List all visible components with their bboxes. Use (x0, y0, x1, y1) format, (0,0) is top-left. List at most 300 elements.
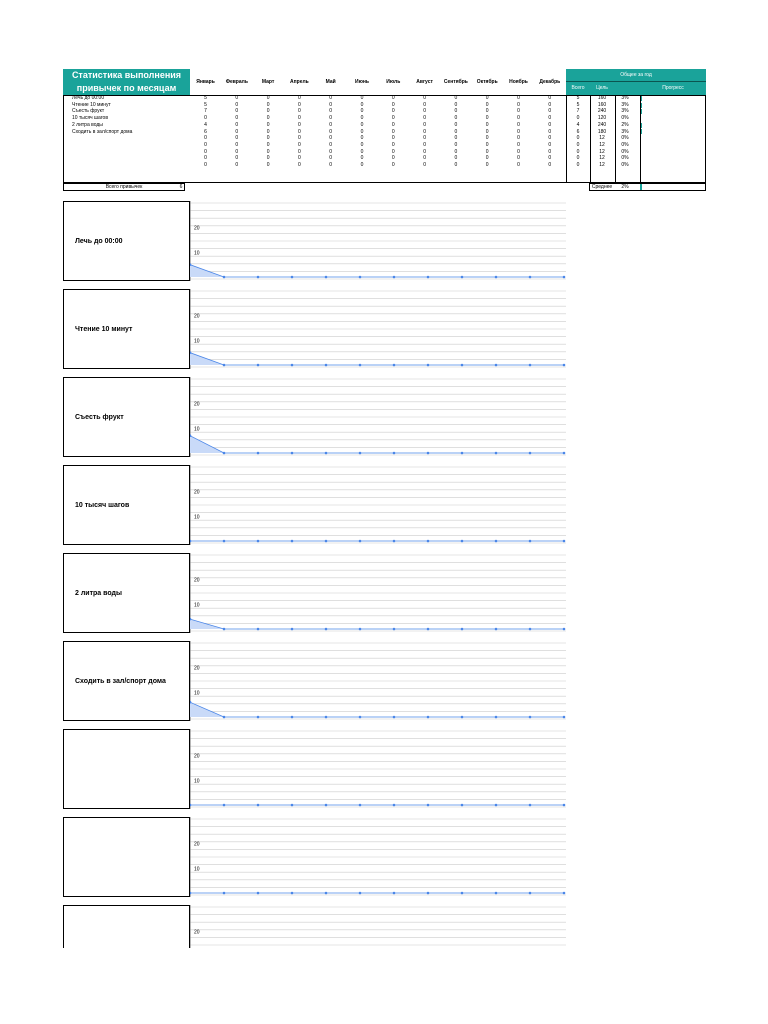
month-value-cell: 0 (391, 108, 395, 115)
month-header: Август (416, 79, 433, 85)
month-value-cell: 0 (298, 115, 301, 122)
chart-point (529, 540, 532, 543)
chart-point (563, 628, 566, 631)
month-value-cell: 0 (548, 148, 552, 155)
month-value-cell: 0 (548, 128, 552, 135)
month-value-cell: 0 (360, 141, 364, 148)
month-value-cell: 0 (204, 162, 207, 168)
month-value-cell: 0 (204, 155, 207, 162)
chart-y-tick-label: 10 (194, 866, 200, 873)
chart-point (359, 628, 362, 631)
month-value-cell: 5 (204, 101, 207, 108)
month-value-cell: 0 (329, 135, 333, 142)
chart-point (461, 276, 464, 279)
chart-point (257, 804, 260, 807)
month-value-cell: 0 (204, 148, 207, 155)
chart-point (291, 628, 294, 631)
month-value-cell: 0 (266, 101, 270, 108)
chart-point (529, 452, 532, 455)
month-value-cell: 0 (485, 115, 489, 122)
chart-point (495, 716, 498, 719)
month-value-cell: 0 (548, 108, 552, 115)
year-goal-cell: 12 (599, 162, 605, 168)
year-goal-cell: 160 (597, 95, 607, 101)
chart-point (291, 804, 294, 807)
month-value-cell: 0 (485, 148, 489, 155)
month-value-cell: 0 (454, 101, 458, 108)
month-value-cell: 0 (235, 115, 239, 122)
month-value-cell: 0 (548, 135, 552, 142)
month-header: Октябрь (476, 79, 498, 85)
year-total-cell: 0 (576, 155, 580, 162)
chart-point (563, 540, 566, 543)
month-value-cell: 0 (204, 141, 207, 148)
chart-point (461, 628, 464, 631)
chart-point (359, 804, 362, 807)
month-value-cell: 0 (360, 162, 364, 168)
year-total-cell: 6 (576, 128, 580, 135)
month-value-cell: 0 (298, 101, 301, 108)
month-value-cell: 7 (204, 108, 207, 115)
chart-point (325, 892, 328, 895)
chart-point (223, 804, 226, 807)
month-header: Июль (386, 79, 401, 85)
chart-point (223, 276, 226, 279)
year-total-cell: 0 (576, 115, 580, 122)
month-header: Ноябрь (509, 79, 528, 85)
habit-chart (190, 817, 566, 897)
year-total-cell: 0 (576, 148, 580, 155)
month-value-cell: 0 (235, 121, 239, 128)
month-value-cell: 0 (360, 135, 364, 142)
month-value-cell: 0 (266, 108, 270, 115)
total-habits-label-text: Всего привычек (105, 184, 143, 190)
month-value-cell: 0 (360, 148, 364, 155)
chart-title-box (63, 289, 190, 369)
chart-title: Съесть фрукт (75, 414, 124, 421)
month-value-cell: 0 (360, 101, 364, 108)
month-value-cell: 0 (454, 128, 458, 135)
chart-point (359, 364, 362, 367)
month-value-cell: 0 (391, 148, 395, 155)
chart-point (223, 364, 226, 367)
chart-point (291, 540, 294, 543)
chart-point (495, 364, 498, 367)
chart-point (291, 364, 294, 367)
month-value-cell: 0 (454, 121, 458, 128)
chart-point (427, 276, 430, 279)
month-value-cell: 0 (485, 128, 489, 135)
chart-title-box (63, 201, 190, 281)
habit-name: Лечь до 00:00 (72, 95, 105, 101)
chart-point (257, 892, 260, 895)
month-value-cell: 0 (485, 95, 489, 101)
month-header: Сентябрь (443, 79, 468, 85)
total-habits-label (63, 183, 185, 191)
month-value-cell: 0 (548, 101, 552, 108)
chart-point (325, 804, 328, 807)
month-value-cell: 0 (423, 121, 426, 128)
month-value-cell: 0 (517, 108, 520, 115)
month-value-cell: 0 (485, 108, 489, 115)
month-value-cell: 0 (548, 155, 552, 162)
chart-point (359, 540, 362, 543)
month-value-cell: 0 (298, 155, 301, 162)
month-value-cell: 0 (391, 155, 395, 162)
chart-point (257, 540, 260, 543)
month-value-cell: 0 (298, 148, 301, 155)
month-value-cell: 0 (235, 128, 239, 135)
chart-y-tick-label: 10 (194, 338, 200, 345)
habit-chart (190, 201, 566, 281)
chart-y-tick-label: 10 (194, 602, 200, 609)
month-value-cell: 5 (204, 95, 207, 101)
month-header: Май (325, 79, 336, 85)
month-value-cell: 0 (423, 108, 426, 115)
month-value-cell: 0 (266, 148, 270, 155)
chart-point (461, 804, 464, 807)
month-value-cell: 0 (391, 128, 395, 135)
chart-point (223, 892, 226, 895)
month-value-cell: 0 (423, 115, 426, 122)
month-value-cell: 0 (204, 115, 207, 122)
month-value-cell: 0 (266, 135, 270, 142)
chart-title-box (63, 729, 190, 809)
year-pct-cell: 0% (621, 155, 629, 162)
chart-title-box (63, 553, 190, 633)
month-value-cell: 0 (454, 135, 458, 142)
month-value-cell: 0 (329, 101, 333, 108)
chart-point (393, 804, 396, 807)
chart-point (495, 628, 498, 631)
month-value-cell: 0 (517, 115, 520, 122)
month-value-cell: 0 (423, 155, 426, 162)
habit-chart-svg (190, 817, 566, 897)
chart-point (563, 716, 566, 719)
sheet-title-line-2: привычек по месяцам (76, 83, 177, 93)
chart-y-tick-label: 20 (194, 753, 200, 760)
chart-area-fill (190, 265, 564, 277)
year-goal-cell: 12 (599, 148, 605, 155)
habit-chart-svg (190, 289, 566, 369)
month-value-cell: 0 (235, 108, 239, 115)
chart-point (291, 716, 294, 719)
chart-point (461, 540, 464, 543)
chart-point (393, 540, 396, 543)
year-total-cell: 0 (576, 135, 580, 142)
month-value-cell: 0 (235, 155, 239, 162)
month-value-cell: 0 (329, 162, 333, 168)
chart-point (427, 892, 430, 895)
column-divider (640, 95, 641, 183)
month-value-cell: 0 (360, 128, 364, 135)
month-value-cell: 0 (391, 115, 395, 122)
chart-title: 10 тысяч шагов (75, 502, 130, 509)
chart-point (495, 540, 498, 543)
chart-title-box (63, 905, 190, 948)
chart-point (393, 364, 396, 367)
month-value-cell: 0 (266, 162, 270, 168)
month-value-cell: 0 (517, 148, 520, 155)
chart-series-line (190, 353, 564, 365)
chart-point (427, 540, 430, 543)
month-value-cell: 0 (391, 95, 395, 101)
month-value-cell: 0 (391, 135, 395, 142)
month-value-cell: 0 (454, 108, 458, 115)
chart-title-box (63, 641, 190, 721)
chart-series-line (190, 436, 564, 453)
year-pct-cell: 2% (621, 121, 629, 128)
month-value-cell: 0 (360, 115, 364, 122)
chart-point (257, 452, 260, 455)
month-value-cell: 0 (266, 128, 270, 135)
month-value-cell: 0 (266, 141, 270, 148)
month-value-cell: 0 (454, 95, 458, 101)
habit-chart-svg (190, 465, 566, 545)
month-value-cell: 0 (298, 128, 301, 135)
habit-chart (190, 641, 566, 721)
chart-point (563, 276, 566, 279)
month-value-cell: 0 (423, 162, 426, 168)
chart-y-tick-label: 20 (194, 401, 200, 408)
habit-name: Сходить в зал/спорт дома (72, 128, 133, 135)
year-pct-cell: 0% (621, 135, 629, 142)
month-value-cell: 0 (298, 162, 301, 168)
habit-chart (190, 377, 566, 457)
chart-point (563, 804, 566, 807)
chart-point (495, 892, 498, 895)
month-value-cell: 0 (235, 135, 239, 142)
month-value-cell: 0 (454, 162, 458, 168)
month-value-cell: 0 (329, 115, 333, 122)
chart-point (529, 628, 532, 631)
sheet-title-line-1: Статистика выполнения (71, 70, 182, 80)
month-value-cell: 0 (391, 101, 395, 108)
chart-series-line (190, 619, 564, 629)
month-value-cell: 0 (329, 148, 333, 155)
chart-point (529, 716, 532, 719)
month-value-cell: 0 (423, 148, 426, 155)
chart-point (359, 892, 362, 895)
chart-y-tick-label: 20 (194, 665, 200, 672)
month-value-cell: 0 (266, 121, 270, 128)
month-value-cell: 0 (423, 141, 426, 148)
month-value-cell: 0 (517, 162, 520, 168)
chart-point (427, 716, 430, 719)
chart-point (325, 716, 328, 719)
chart-point (223, 628, 226, 631)
month-value-cell: 0 (235, 148, 239, 155)
chart-point (359, 716, 362, 719)
chart-point (359, 452, 362, 455)
chart-point (291, 892, 294, 895)
month-value-cell: 0 (485, 155, 489, 162)
month-header: Апрель (290, 79, 309, 85)
year-total-cell: 0 (576, 162, 580, 168)
chart-y-tick-label: 10 (194, 426, 200, 433)
chart-point (257, 628, 260, 631)
average-progress-bar (640, 184, 642, 190)
habit-chart-svg (190, 729, 566, 809)
month-header: Июнь (355, 79, 369, 85)
month-value-cell: 0 (266, 115, 270, 122)
year-pct-cell: 3% (621, 128, 629, 135)
year-goal-cell: 240 (597, 121, 607, 128)
year-pct-cell: 0% (621, 141, 629, 148)
month-header: Февраль (225, 79, 248, 85)
month-value-cell: 0 (235, 101, 239, 108)
month-value-cell: 0 (391, 141, 395, 148)
year-total-cell: 4 (576, 121, 580, 128)
month-value-cell: 0 (329, 155, 333, 162)
month-value-cell: 0 (517, 95, 520, 101)
chart-y-tick-label: 20 (194, 577, 200, 584)
chart-series-line (190, 702, 564, 717)
month-value-cell: 0 (360, 121, 364, 128)
chart-point (563, 892, 566, 895)
chart-point (563, 452, 566, 455)
year-goal-cell: 180 (597, 128, 607, 135)
chart-point (461, 364, 464, 367)
chart-point (257, 364, 260, 367)
chart-point (190, 892, 191, 895)
month-value-cell: 0 (548, 162, 552, 168)
month-value-cell: 6 (204, 128, 207, 135)
chart-point (190, 540, 191, 543)
chart-point (223, 540, 226, 543)
month-value-cell: 0 (548, 95, 552, 101)
month-value-cell: 0 (454, 155, 458, 162)
chart-point (393, 452, 396, 455)
month-value-cell: 0 (517, 121, 520, 128)
year-total-cell: 0 (576, 141, 580, 148)
habit-name: 2 литра воды (72, 121, 103, 128)
habit-name: 10 тысяч шагов (72, 115, 108, 122)
month-value-cell: 0 (298, 141, 301, 148)
chart-series-line (190, 265, 564, 277)
month-value-cell: 0 (485, 162, 489, 168)
year-total-header: Всего (571, 85, 585, 91)
year-goal-cell: 12 (599, 141, 605, 148)
average-label: Среднее (591, 184, 613, 190)
month-value-cell: 0 (235, 95, 239, 101)
chart-point (223, 452, 226, 455)
chart-point (427, 628, 430, 631)
habit-name: Чтение 10 минут (72, 101, 111, 108)
month-header: Декабрь (539, 79, 561, 85)
month-value-cell: 0 (517, 135, 520, 142)
chart-point (325, 628, 328, 631)
year-goal-cell: 120 (597, 115, 607, 122)
month-value-cell: 0 (298, 121, 301, 128)
chart-point (393, 716, 396, 719)
month-value-cell: 0 (423, 135, 426, 142)
chart-y-tick-label: 10 (194, 690, 200, 697)
habit-chart (190, 289, 566, 369)
chart-y-tick-label: 20 (194, 929, 200, 936)
chart-title-box (63, 377, 190, 457)
chart-y-tick-label: 20 (194, 313, 200, 320)
month-value-cell: 0 (517, 128, 520, 135)
month-value-cell: 4 (204, 121, 207, 128)
chart-title: 2 литра воды (75, 590, 122, 597)
month-value-cell: 0 (485, 141, 489, 148)
chart-y-tick-label: 20 (194, 841, 200, 848)
month-value-cell: 0 (329, 128, 333, 135)
month-value-cell: 0 (329, 95, 333, 101)
month-value-cell: 0 (548, 121, 552, 128)
month-value-cell: 0 (485, 135, 489, 142)
chart-point (291, 276, 294, 279)
chart-point (461, 452, 464, 455)
year-goal-header: Цель (596, 85, 608, 91)
month-value-cell: 0 (423, 95, 426, 101)
month-value-cell: 0 (485, 101, 489, 108)
chart-point (325, 540, 328, 543)
month-value-cell: 0 (204, 135, 207, 142)
chart-point (325, 364, 328, 367)
month-value-cell: 0 (266, 95, 270, 101)
chart-point (427, 804, 430, 807)
month-value-cell: 0 (235, 162, 239, 168)
chart-point (325, 276, 328, 279)
chart-title-box (63, 465, 190, 545)
habit-chart (190, 905, 566, 948)
chart-area-fill (190, 619, 564, 629)
year-pct-cell: 0% (621, 115, 629, 122)
chart-point (529, 364, 532, 367)
chart-point (427, 452, 430, 455)
habit-chart-svg (190, 553, 566, 633)
chart-y-tick-label: 10 (194, 250, 200, 257)
chart-y-tick-label: 10 (194, 514, 200, 521)
year-goal-cell: 160 (597, 101, 607, 108)
month-value-cell: 0 (266, 155, 270, 162)
month-value-cell: 0 (485, 121, 489, 128)
month-value-cell: 0 (548, 141, 552, 148)
column-divider (590, 95, 591, 183)
month-value-cell: 0 (298, 95, 301, 101)
month-value-cell: 0 (298, 135, 301, 142)
habit-name: Съесть фрукт (72, 108, 105, 115)
month-value-cell: 0 (517, 155, 520, 162)
year-total-cell: 5 (576, 95, 580, 101)
chart-point (257, 276, 260, 279)
year-goal-cell: 12 (599, 155, 605, 162)
year-progress-header: Прогресс (662, 85, 684, 91)
month-value-cell: 0 (423, 101, 426, 108)
chart-point (393, 892, 396, 895)
month-header: Март (261, 79, 275, 85)
chart-point (190, 804, 191, 807)
chart-point (461, 716, 464, 719)
year-total-cell: 5 (576, 101, 580, 108)
month-value-cell: 0 (360, 95, 364, 101)
month-value-cell: 0 (360, 155, 364, 162)
habit-chart (190, 465, 566, 545)
chart-point (393, 628, 396, 631)
total-habits-value: 6 (179, 184, 183, 190)
average-percent: 2% (621, 184, 629, 190)
chart-point (529, 892, 532, 895)
chart-point (359, 276, 362, 279)
habit-chart-svg (190, 377, 566, 457)
chart-title: Сходить в зал/спорт дома (75, 678, 166, 685)
chart-point (495, 804, 498, 807)
chart-y-tick-label: 20 (194, 489, 200, 496)
year-pct-cell: 0% (621, 148, 629, 155)
chart-point (461, 892, 464, 895)
